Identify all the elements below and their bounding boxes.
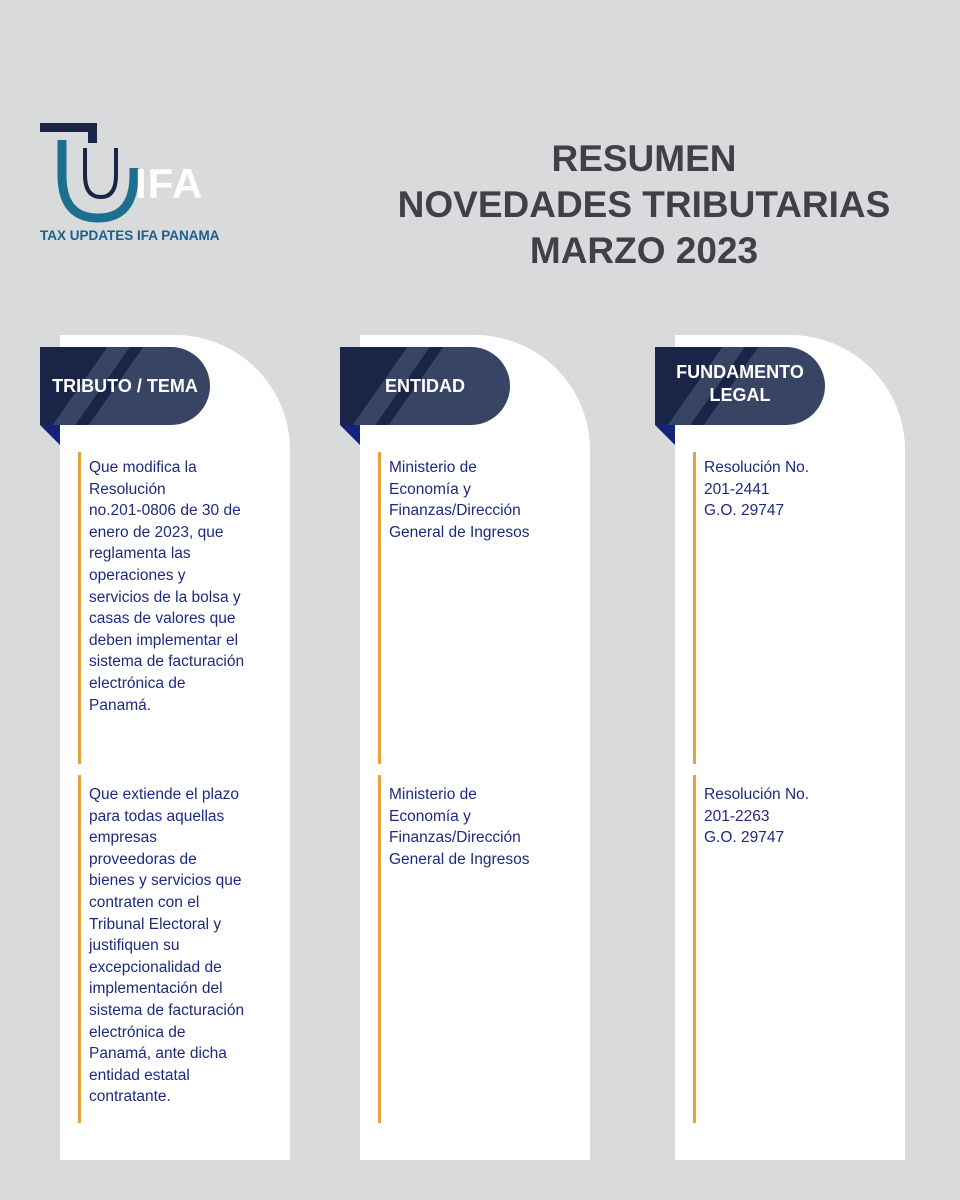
entry-line: Resolución	[89, 480, 166, 498]
entry-line: Ministerio de	[389, 459, 477, 476]
column-entry	[78, 775, 283, 1123]
column-header-line: LEGAL	[709, 385, 771, 405]
column-tributo-tema	[52, 335, 290, 1160]
column-entry	[378, 452, 583, 764]
entry-line: excepcionalidad de	[89, 958, 222, 976]
entry-line: Ministerio de	[389, 786, 477, 803]
entry-line: bienes y servicios que	[89, 872, 242, 890]
entry-line: General de Ingresos	[389, 523, 530, 541]
column-header: TRIBUTO / TEMA	[40, 347, 210, 425]
entry-line: electrónica de	[89, 1023, 186, 1041]
entry-line: deben implementar el	[89, 631, 239, 649]
entry-line: 201-2441	[704, 480, 770, 498]
entry-line: casas de valores que	[89, 610, 236, 628]
header-ribbon-fold	[655, 425, 675, 445]
entry-line: entidad estatal	[89, 1066, 190, 1084]
column-fundamento-legal	[675, 335, 905, 1160]
entry-line: Economía y	[389, 480, 471, 498]
entry-line: Economía y	[389, 807, 471, 825]
column-entry	[78, 452, 283, 764]
column-entry	[378, 775, 583, 1123]
entry-line: sistema de facturación	[89, 1001, 245, 1019]
entry-line: no.201-0806 de 30 de	[89, 502, 241, 520]
column-entry	[693, 775, 898, 1123]
entry-line: sistema de facturación	[89, 653, 245, 671]
entry-line: implementación del	[89, 980, 223, 998]
entry-line: Que modifica la	[89, 459, 197, 476]
entry-line: justifiquen su	[89, 937, 180, 955]
title-line: MARZO 2023	[529, 230, 759, 271]
entry-line: empresas	[89, 829, 158, 847]
column-header-line: FUNDAMENTO	[676, 362, 804, 382]
entry-line: Panamá.	[89, 696, 152, 714]
entry-line: electrónica de	[89, 674, 186, 692]
entry-line: contratante.	[89, 1088, 171, 1106]
column-header: ENTIDAD	[340, 347, 510, 425]
header-ribbon-fold	[340, 425, 360, 445]
entry-line: Finanzas/Dirección	[389, 502, 521, 520]
page-title	[380, 136, 908, 274]
entry-line: servicios de la bolsa y	[89, 588, 241, 606]
entry-line: G.O. 29747	[704, 829, 785, 847]
entry-line: General de Ingresos	[389, 850, 530, 868]
entry-line: Resolución No.	[704, 459, 810, 476]
column-entidad	[360, 335, 590, 1160]
logo-brand-text: IFA	[135, 160, 204, 207]
entry-line: enero de 2023, que	[89, 523, 224, 541]
ifa-logo	[40, 120, 240, 250]
entry-line: Que extiende el plazo	[89, 786, 239, 803]
column-header	[655, 347, 825, 425]
logo-tagline: TAX UPDATES IFA PANAMA	[40, 228, 220, 243]
tu-monogram-icon	[40, 120, 140, 230]
title-line: RESUMEN	[551, 138, 737, 179]
entry-line: 201-2263	[704, 807, 770, 825]
entry-line: Finanzas/Dirección	[389, 829, 521, 847]
entry-line: proveedoras de	[89, 850, 197, 868]
title-line: NOVEDADES TRIBUTARIAS	[397, 184, 891, 225]
entry-line: G.O. 29747	[704, 502, 785, 520]
entry-line: operaciones y	[89, 566, 186, 584]
entry-line: para todas aquellas	[89, 807, 225, 825]
entry-line: contraten con el	[89, 893, 200, 911]
entry-line: Panamá, ante dicha	[89, 1045, 227, 1063]
column-entry	[693, 452, 898, 764]
header-ribbon-fold	[40, 425, 60, 445]
entry-line: reglamenta las	[89, 545, 191, 563]
entry-line: Resolución No.	[704, 786, 810, 803]
entry-line: Tribunal Electoral y	[89, 915, 222, 933]
